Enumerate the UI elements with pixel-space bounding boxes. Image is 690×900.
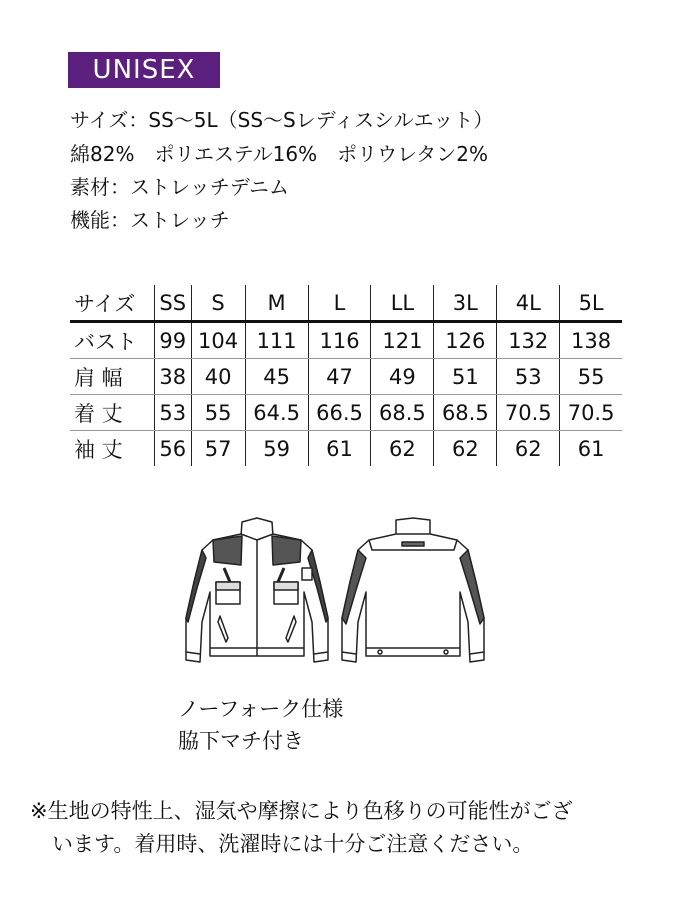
header-cell: 5L — [560, 285, 622, 322]
spec-fabric: 素材：ストレッチデニム — [70, 175, 289, 199]
caption-norfolk: ノーフォーク仕様 — [178, 697, 344, 721]
row-label: 袖 丈 — [74, 437, 123, 462]
table-cell: 51 — [434, 359, 497, 395]
header-cell: M — [245, 285, 308, 322]
table-cell: 49 — [371, 359, 434, 395]
table-cell: 68.5 — [371, 395, 434, 431]
table-row — [70, 322, 622, 359]
spec-size: サイズ：SS〜5L（SS〜Sレディスシルエット） — [70, 108, 494, 132]
header-cell: サイズ — [70, 285, 155, 322]
size-table — [70, 285, 622, 466]
caption-gusset: 脇下マチ付き — [178, 729, 304, 753]
table-cell: 62 — [434, 431, 497, 467]
table-cell: 68.5 — [434, 395, 497, 431]
table-cell: 116 — [308, 322, 371, 359]
header-cell: LL — [371, 285, 434, 322]
table-cell: 61 — [560, 431, 622, 467]
jacket-back-illustration — [336, 510, 491, 680]
care-notice — [30, 795, 573, 861]
care-notice-line1: ※生地の特性上、湿気や摩擦により色移りの可能性がござ — [30, 799, 573, 823]
table-cell: 70.5 — [560, 395, 622, 431]
table-cell: 70.5 — [497, 395, 560, 431]
size-table-header — [70, 285, 622, 322]
table-cell: 138 — [560, 322, 622, 359]
table-row — [70, 359, 622, 395]
table-cell: 56 — [155, 431, 192, 467]
header-cell: 3L — [434, 285, 497, 322]
table-cell: 99 — [155, 322, 192, 359]
header-cell: SS — [155, 285, 192, 322]
table-cell: 64.5 — [245, 395, 308, 431]
table-cell: 53 — [155, 395, 192, 431]
table-cell: 66.5 — [308, 395, 371, 431]
jacket-front-illustration — [180, 510, 335, 680]
spec-material-percent: 綿82% ポリエステル16% ポリウレタン2% — [70, 142, 489, 166]
table-cell: 45 — [245, 359, 308, 395]
spec-function: 機能：ストレッチ — [70, 208, 230, 232]
table-cell: 126 — [434, 322, 497, 359]
table-cell: 55 — [560, 359, 622, 395]
table-cell: 62 — [497, 431, 560, 467]
table-cell: 62 — [371, 431, 434, 467]
table-cell: 40 — [191, 359, 245, 395]
table-cell: 121 — [371, 322, 434, 359]
row-label: バスト — [70, 322, 155, 359]
care-notice-line2: います。着用時、洗濯時には十分ご注意ください。 — [52, 832, 534, 856]
table-cell: 53 — [497, 359, 560, 395]
table-cell: 38 — [155, 359, 192, 395]
table-cell: 57 — [191, 431, 245, 467]
table-cell: 59 — [245, 431, 308, 467]
unisex-badge: UNISEX — [68, 52, 220, 88]
table-cell: 132 — [497, 322, 560, 359]
table-cell: 61 — [308, 431, 371, 467]
header-cell: L — [308, 285, 371, 322]
table-cell: 47 — [308, 359, 371, 395]
row-label: 着 丈 — [70, 395, 155, 431]
table-cell: 55 — [191, 395, 245, 431]
table-row — [70, 431, 622, 467]
table-row — [70, 395, 622, 431]
table-cell: 104 — [191, 322, 245, 359]
table-cell: 111 — [245, 322, 308, 359]
header-cell: 4L — [497, 285, 560, 322]
header-cell: S — [191, 285, 245, 322]
row-label: 肩 幅 — [70, 359, 155, 395]
